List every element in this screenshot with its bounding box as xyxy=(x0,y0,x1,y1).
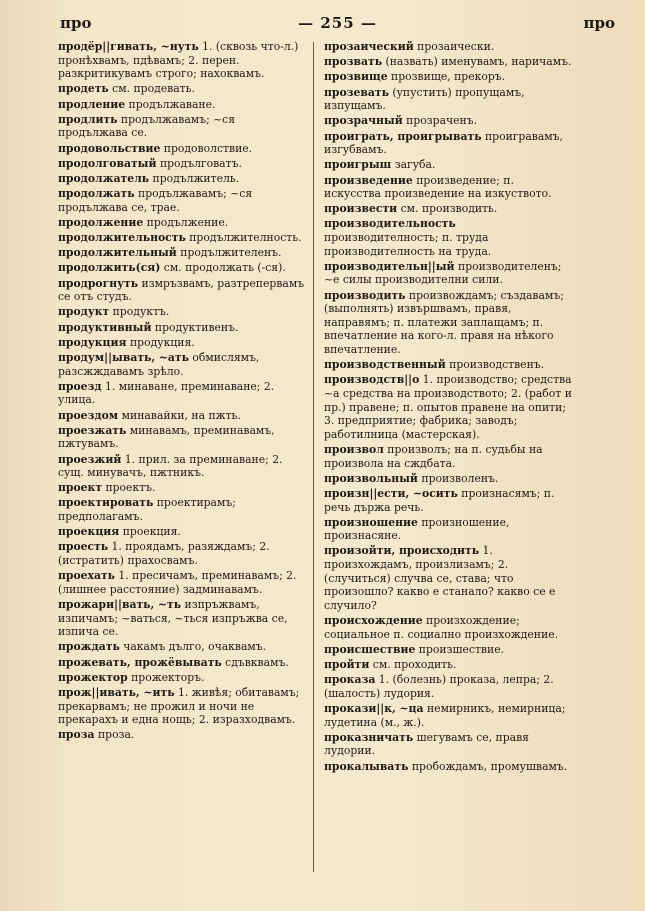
entry-definition: продуктивенъ. xyxy=(151,320,239,334)
entry-headword: продолговатый xyxy=(58,156,157,170)
entry-headword: проезжать xyxy=(58,423,127,437)
dictionary-entry xyxy=(58,231,306,245)
page-number: — 255 — xyxy=(298,14,377,32)
entry-headword: прожектор xyxy=(58,670,128,684)
entry-definition: 1. производство; средства ~а средства на производството; 2. (работ и пр.) правене; п. опытов правене на опити; 3. предприятие; фабрика; заводъ; работилница (мастерская). xyxy=(324,373,572,441)
entry-definition: проектирамъ; предполагамъ. xyxy=(58,496,236,524)
dictionary-entry xyxy=(58,598,306,639)
entry-definition: продуктъ. xyxy=(109,305,170,319)
dictionary-entry xyxy=(58,277,306,304)
dictionary-entry xyxy=(58,481,306,495)
entry-definition: чакамъ дълго, очаквамъ. xyxy=(119,640,267,654)
entry-definition: см. производить. xyxy=(397,202,498,216)
dictionary-entry xyxy=(58,686,306,727)
entry-headword: проказа xyxy=(324,673,376,687)
entry-definition: производителность; п. труда производителность на труда. xyxy=(324,231,492,258)
entry-definition: обмислямъ, разсжждавамъ зрѣло. xyxy=(58,350,260,378)
dictionary-entry xyxy=(324,443,572,470)
dictionary-entry xyxy=(324,373,572,441)
entry-headword: продлить xyxy=(58,112,118,126)
entry-definition: продължавамъ; ~ся продължава се. xyxy=(58,112,236,140)
dictionary-entry xyxy=(324,472,572,486)
dictionary-entry xyxy=(324,673,572,700)
dictionary-entry xyxy=(324,114,572,128)
entry-definition: продължение. xyxy=(143,215,229,229)
dictionary-entry xyxy=(58,187,306,214)
entry-headword: проесть xyxy=(58,540,109,554)
entry-definition: 1. минаване, преминаване; 2. улица. xyxy=(58,379,275,407)
dictionary-entry xyxy=(324,158,572,172)
entry-definition: прозраченъ. xyxy=(402,114,478,128)
dictionary-entry xyxy=(324,55,572,69)
entry-headword: проиграть, проигрывать xyxy=(324,129,482,143)
running-head-right: про xyxy=(583,14,615,32)
dictionary-entry xyxy=(58,640,306,654)
entry-definition: см. проходить. xyxy=(369,658,457,671)
entry-headword: произношение xyxy=(324,515,418,529)
entry-definition: произведение; п. искусства произведение на изкуството. xyxy=(324,173,552,201)
dictionary-entry xyxy=(324,760,572,774)
column-divider xyxy=(313,42,314,872)
entry-definition: продукция. xyxy=(126,335,195,349)
entry-definition: произношение, произнасяне. xyxy=(324,515,510,543)
entry-headword: производительн||ый xyxy=(324,259,455,273)
entry-definition: пробождамъ, промушвамъ. xyxy=(408,759,568,773)
dictionary-entry xyxy=(324,202,572,216)
entry-definition: 1. (сквозь что-л.) пронѣхвамъ, пдѣвамъ; 2. перен. разкритикувамъ строго; нахоквамъ. xyxy=(58,40,299,81)
dictionary-entry xyxy=(324,358,572,372)
dictionary-entry xyxy=(58,261,306,275)
entry-headword: прокази||к, ~ца xyxy=(324,701,424,715)
entry-definition: произволъ; на п. судьбы на произвола на сждбата. xyxy=(324,442,543,470)
entry-headword: производительность xyxy=(324,217,456,231)
entry-headword: проездом xyxy=(58,408,119,422)
entry-headword: прокалывать xyxy=(324,759,409,773)
dictionary-entry xyxy=(324,614,572,641)
dictionary-entry xyxy=(324,702,572,729)
entry-headword: проезжий xyxy=(58,452,122,466)
entry-headword: произведение xyxy=(324,173,413,187)
dictionary-entry xyxy=(58,305,306,319)
entry-definition: изпръжвамъ, изпичамъ; ~ваться, ~ться изпръжва се, изпича се. xyxy=(58,598,288,639)
entry-definition: 1. прил. за преминаване; 2. сущ. минувачъ, пжтникъ. xyxy=(58,452,283,480)
entry-headword: продовольствие xyxy=(58,141,161,155)
dictionary-entry xyxy=(58,113,306,140)
dictionary-entry xyxy=(58,656,306,670)
entry-headword: продолжение xyxy=(58,215,144,229)
entry-definition: загуба. xyxy=(391,158,436,172)
entry-definition: 1. пресичамъ, преминавамъ; 2. (лишнее расстояние) задминавамъ. xyxy=(58,569,297,596)
entry-headword: продуктивный xyxy=(58,320,152,334)
dictionary-entry xyxy=(58,380,306,407)
page-header xyxy=(60,14,615,36)
entry-definition: продължителенъ. xyxy=(176,246,282,260)
entry-headword: произвол xyxy=(324,442,384,456)
entry-headword: проказничать xyxy=(324,730,414,744)
entry-headword: проектировать xyxy=(58,496,154,510)
entry-headword: проза xyxy=(58,728,95,742)
dictionary-entry xyxy=(58,671,306,685)
entry-headword: продление xyxy=(58,97,126,111)
dictionary-entry xyxy=(324,516,572,543)
left-column xyxy=(58,40,306,744)
dictionary-entry xyxy=(58,453,306,480)
entry-headword: продрогнуть xyxy=(58,276,139,290)
entry-headword: прозаический xyxy=(324,40,414,53)
entry-definition: продоволствие. xyxy=(160,141,253,155)
entry-definition: продължаване. xyxy=(125,97,216,111)
dictionary-entry xyxy=(58,540,306,567)
dictionary-entry xyxy=(324,658,572,672)
entry-headword: проехать xyxy=(58,569,115,583)
dictionary-entry xyxy=(324,643,572,657)
entry-headword: продолжить(ся) xyxy=(58,261,161,275)
dictionary-entry xyxy=(58,157,306,171)
entry-headword: продолжатель xyxy=(58,171,150,185)
entry-headword: производственный xyxy=(324,358,446,372)
entry-definition: 1. произхождамъ, произлизамъ; 2. (случиться) случва се, става; что произошло? какво е станало? какво се е случило? xyxy=(324,544,556,612)
dictionary-entry xyxy=(324,289,572,357)
entry-headword: происхождение xyxy=(324,614,423,628)
dictionary-entry xyxy=(58,142,306,156)
entry-definition: продължитель. xyxy=(149,171,240,185)
entry-headword: произн||ести, ~осить xyxy=(324,486,458,500)
entry-headword: проект xyxy=(58,481,103,495)
entry-definition: (назвать) именувамъ, наричамъ. xyxy=(382,55,572,69)
dictionary-entry xyxy=(324,86,572,113)
dictionary-entry xyxy=(58,82,306,96)
dictionary-entry xyxy=(58,172,306,186)
entry-definition: см. продолжать (-ся). xyxy=(160,261,286,275)
entry-headword: прозевать xyxy=(324,85,389,99)
entry-headword: происшествие xyxy=(324,642,416,656)
entry-definition: проектъ. xyxy=(102,481,156,495)
entry-definition: 1. (болезнь) проказа, лепра; 2. (шалость) лудория. xyxy=(324,673,554,700)
dictionary-entry xyxy=(58,424,306,451)
dictionary-entry xyxy=(58,525,306,539)
entry-headword: прожари||вать, ~ть xyxy=(58,598,182,611)
entry-headword: продёр||гивать, ~нуть xyxy=(58,40,199,53)
running-head-left: про xyxy=(60,14,92,32)
dictionary-entry xyxy=(58,40,306,81)
dictionary-entry xyxy=(58,216,306,230)
dictionary-entry xyxy=(324,217,572,258)
dictionary-entry xyxy=(324,130,572,157)
entry-headword: произойти, происходить xyxy=(324,544,480,558)
entry-headword: производить xyxy=(324,288,406,302)
entry-definition: шегувамъ се, правя лудории. xyxy=(324,730,529,758)
entry-headword: продолжительный xyxy=(58,246,177,260)
dictionary-entry xyxy=(58,336,306,350)
entry-definition: производственъ. xyxy=(445,358,545,372)
dictionary-entry xyxy=(324,731,572,758)
entry-headword: прозвище xyxy=(324,70,388,84)
entry-headword: прождать xyxy=(58,640,120,654)
dictionary-entry xyxy=(58,98,306,112)
entry-definition: продължавамъ; ~ся продължава се, трае. xyxy=(58,187,253,214)
entry-definition: проза. xyxy=(94,728,135,742)
entry-headword: проигрыш xyxy=(324,158,392,172)
dictionary-entry xyxy=(324,70,572,84)
entry-definition: измръзвамъ, разтрепервамъ се отъ студъ. xyxy=(58,276,305,304)
entry-definition: 1. живѣя; обитавамъ; прекарвамъ; не прожил и ночи не прекарахъ и една нощь; 2. изразходвамъ. xyxy=(58,685,300,727)
dictionary-entry xyxy=(324,260,572,287)
entry-headword: пройти xyxy=(324,658,370,671)
dictionary-entry xyxy=(58,321,306,335)
entry-definition: произшествие. xyxy=(415,642,505,656)
entry-headword: продум||ывать, ~ать xyxy=(58,350,189,364)
entry-definition: проигравамъ, изгубвамъ. xyxy=(324,129,563,157)
entry-definition: 1. проядамъ, разяждамъ; 2. (истратить) прахосвамъ. xyxy=(58,540,270,568)
entry-headword: произвести xyxy=(324,202,398,216)
dictionary-entry xyxy=(58,409,306,423)
entry-definition: проекция. xyxy=(119,525,181,539)
entry-headword: продеть xyxy=(58,82,109,96)
dictionary-entry xyxy=(58,569,306,596)
entry-headword: прожевать, прожёвывать xyxy=(58,655,222,669)
dictionary-entry xyxy=(58,351,306,378)
entry-definition: произвождамъ; създавамъ; (выполнять) извършвамъ, правя, направямъ; п. платежи заплащамъ; п. впечатление на кого-л. правя на нѣкого впечатление. xyxy=(324,288,564,356)
entry-definition: производителенъ; ~е силы производителни сили. xyxy=(324,259,562,287)
dictionary-entry xyxy=(58,728,306,742)
entry-definition: произхождение; социальное п. социално произхождение. xyxy=(324,614,559,641)
entry-definition: немирникъ, немирница; лудетина (м., ж.). xyxy=(324,701,566,729)
dictionary-entry xyxy=(58,246,306,260)
entry-definition: см. продевать. xyxy=(108,82,195,96)
entry-definition: сдъвквамъ. xyxy=(221,655,289,669)
dictionary-entry xyxy=(324,544,572,612)
entry-headword: производств||о xyxy=(324,373,420,387)
entry-definition: продълговатъ. xyxy=(156,156,242,170)
entry-definition: продължителность. xyxy=(185,231,302,245)
dictionary-entry xyxy=(324,40,572,54)
entry-definition: прозаически. xyxy=(413,40,495,53)
entry-definition: (упустить) пропущамъ, изпущамъ. xyxy=(324,85,525,113)
entry-headword: произвольный xyxy=(324,471,418,485)
entry-headword: прозвать xyxy=(324,55,383,69)
entry-headword: продукция xyxy=(58,335,127,349)
entry-definition: минавамъ, преминавамъ, пжтувамъ. xyxy=(58,423,275,451)
dictionary-entry xyxy=(324,174,572,201)
dictionary-entry xyxy=(58,496,306,523)
entry-definition: минавайки, на пжть. xyxy=(118,408,241,422)
entry-headword: продукт xyxy=(58,305,110,319)
entry-headword: прож||ивать, ~ить xyxy=(58,685,175,699)
entry-headword: продолжать xyxy=(58,187,135,201)
entry-headword: проекция xyxy=(58,525,120,539)
entry-headword: прозрачный xyxy=(324,114,403,128)
entry-definition: произнасямъ; п. речь държа речь. xyxy=(324,486,555,514)
entry-definition: произволенъ. xyxy=(417,471,499,485)
right-column xyxy=(324,40,572,775)
dictionary-entry xyxy=(324,487,572,514)
entry-headword: проезд xyxy=(58,379,102,393)
entry-definition: прозвище, прекоръ. xyxy=(387,70,506,84)
entry-definition: прожекторъ. xyxy=(127,670,205,684)
entry-headword: продолжительность xyxy=(58,231,186,245)
